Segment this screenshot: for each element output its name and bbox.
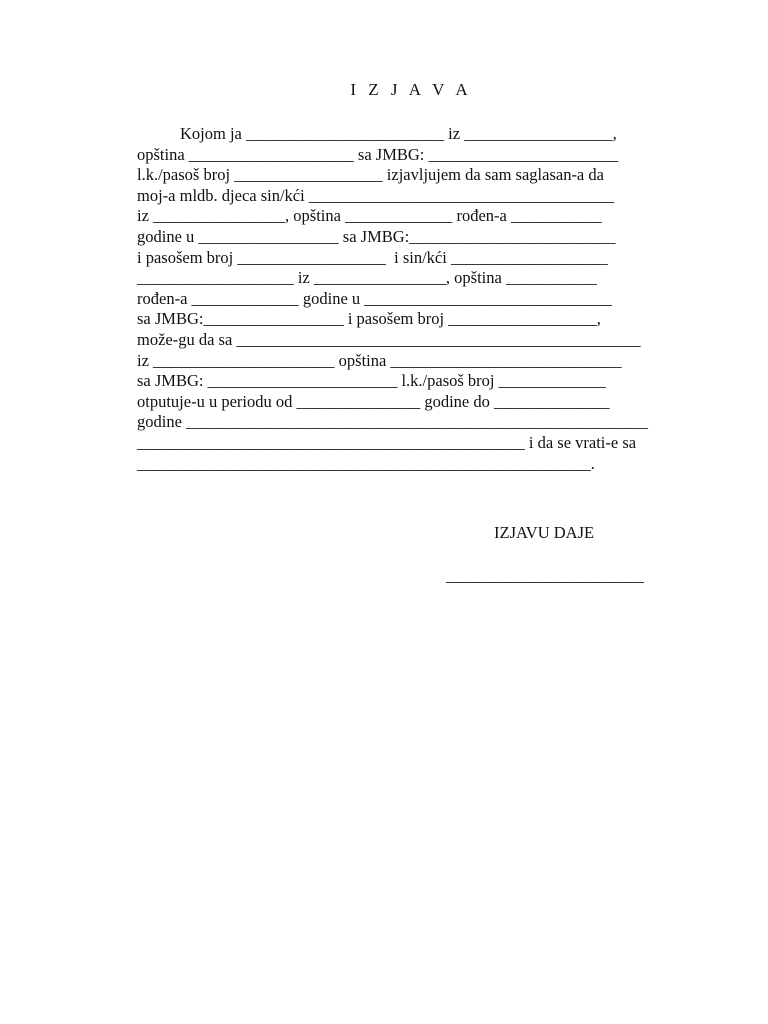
statement-line-3: l.k./pasoš broj __________________ izjavljujem da sam saglasan-a da: [137, 165, 604, 185]
statement-line-9: rođen-a _____________ godine u ______________________________: [137, 288, 612, 308]
statement-line-11: može-gu da sa _________________________________________________: [137, 329, 641, 349]
statement-line-15: godine ________________________________________________________: [137, 412, 649, 432]
statement-line-10: sa JMBG:_________________ i pasošem broj __________________,: [137, 309, 601, 329]
statement-line-4: moj-a mldb. djeca sin/kći _____________________________________: [137, 185, 615, 205]
statement-line-1: Kojom ja ________________________ iz __________________,: [180, 124, 617, 143]
statement-line-6: godine u _________________ sa JMBG:_________________________: [137, 226, 616, 246]
signature-line: ________________________: [446, 566, 644, 585]
statement-line-8: ___________________ iz ________________, opština ___________: [137, 268, 597, 288]
document-title: I Z J A V A: [350, 80, 472, 99]
statement-line-5: iz ________________, opština _____________ rođen-a ___________: [137, 206, 602, 226]
statement-line-2: opština ____________________ sa JMBG: _______________________: [137, 144, 619, 164]
statement-body: [137, 124, 697, 474]
signature-label: IZJAVU DAJE: [494, 523, 595, 542]
statement-line-12: iz ______________________ opština ____________________________: [137, 350, 622, 370]
statement-line-14: otputuje-u u periodu od _______________ godine do ______________: [137, 391, 610, 411]
statement-line-16: _______________________________________________ i da se vrati-e sa: [137, 432, 637, 452]
statement-line-13: sa JMBG: _______________________ l.k./pasoš broj _____________: [137, 371, 606, 391]
statement-line-7: i pasošem broj __________________ i sin/kći ___________________: [137, 247, 608, 267]
statement-line-17: _______________________________________________________.: [137, 453, 595, 473]
